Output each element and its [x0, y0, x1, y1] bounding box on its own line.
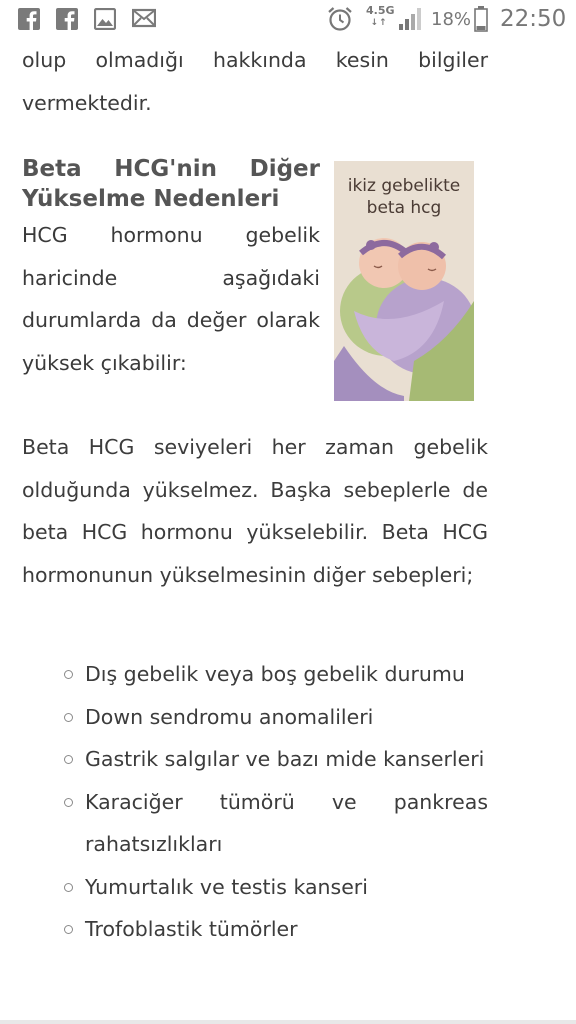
list-item: [64, 866, 488, 909]
circle-bullet-icon: [64, 713, 73, 722]
gallery-icon[interactable]: [94, 8, 116, 30]
list-item: [64, 908, 488, 951]
section-body: HCG hormonu gebelik haricinde aşağıdaki durumlarda da değer olarak yüksek çıkabilir:: [22, 223, 320, 375]
circle-bullet-icon: [64, 925, 73, 934]
clock: 22:50: [500, 6, 567, 32]
network-indicator: [366, 4, 395, 29]
battery-percent: 18%: [431, 9, 472, 30]
section-text: [22, 154, 320, 384]
battery-icon: [474, 6, 488, 32]
network-type-label: 4.5G: [366, 4, 395, 17]
list-item: [64, 696, 488, 739]
circle-bullet-icon: [64, 798, 73, 807]
list-item: [64, 653, 488, 696]
circle-bullet-icon: [64, 883, 73, 892]
intro-paragraph: olup olmadığı hakkında kesin bilgiler vermektedir.: [22, 48, 488, 115]
data-arrows-icon: ↓↑: [370, 18, 388, 28]
image-caption: [334, 175, 474, 219]
facebook-icon[interactable]: [18, 8, 40, 30]
causes-list: [64, 653, 488, 951]
alarm-icon: [327, 6, 353, 32]
causes-paragraph: Beta HCG seviyeleri her zaman gebelik olduğunda yükselmez. Başka sebeplerle de beta HCG hormonu yükselebilir. Beta HCG hormonunun yükselmesinin diğer sebepleri;: [22, 435, 488, 587]
list-item: [64, 781, 488, 866]
list-item-text: Gastrik salgılar ve bazı mide kanserleri: [85, 747, 485, 771]
facebook-icon[interactable]: [56, 8, 78, 30]
status-bar: [0, 0, 576, 40]
image-caption-line-1: ikiz gebelikte: [347, 176, 461, 196]
circle-bullet-icon: [64, 670, 73, 679]
list-item-text: Down sendromu anomalileri: [85, 704, 374, 729]
list-item-text: Dış gebelik veya boş gebelik durumu: [85, 662, 465, 686]
list-item: [64, 738, 488, 781]
circle-bullet-icon: [64, 755, 73, 764]
list-item-text: Trofoblastik tümörler: [85, 917, 298, 941]
list-item-text: Karaciğer tümörü ve pankreas rahatsızlıkları: [85, 789, 488, 856]
mail-icon[interactable]: [132, 8, 156, 28]
bottom-edge: [0, 1020, 576, 1024]
list-item-text: Yumurtalık ve testis kanseri: [85, 874, 368, 899]
image-caption-line-2: beta hcg: [366, 198, 442, 218]
article-image[interactable]: [334, 161, 474, 401]
section-heading: Beta HCG'nin Diğer Yükselme Nedenleri: [22, 156, 320, 212]
signal-icon: [398, 7, 424, 31]
